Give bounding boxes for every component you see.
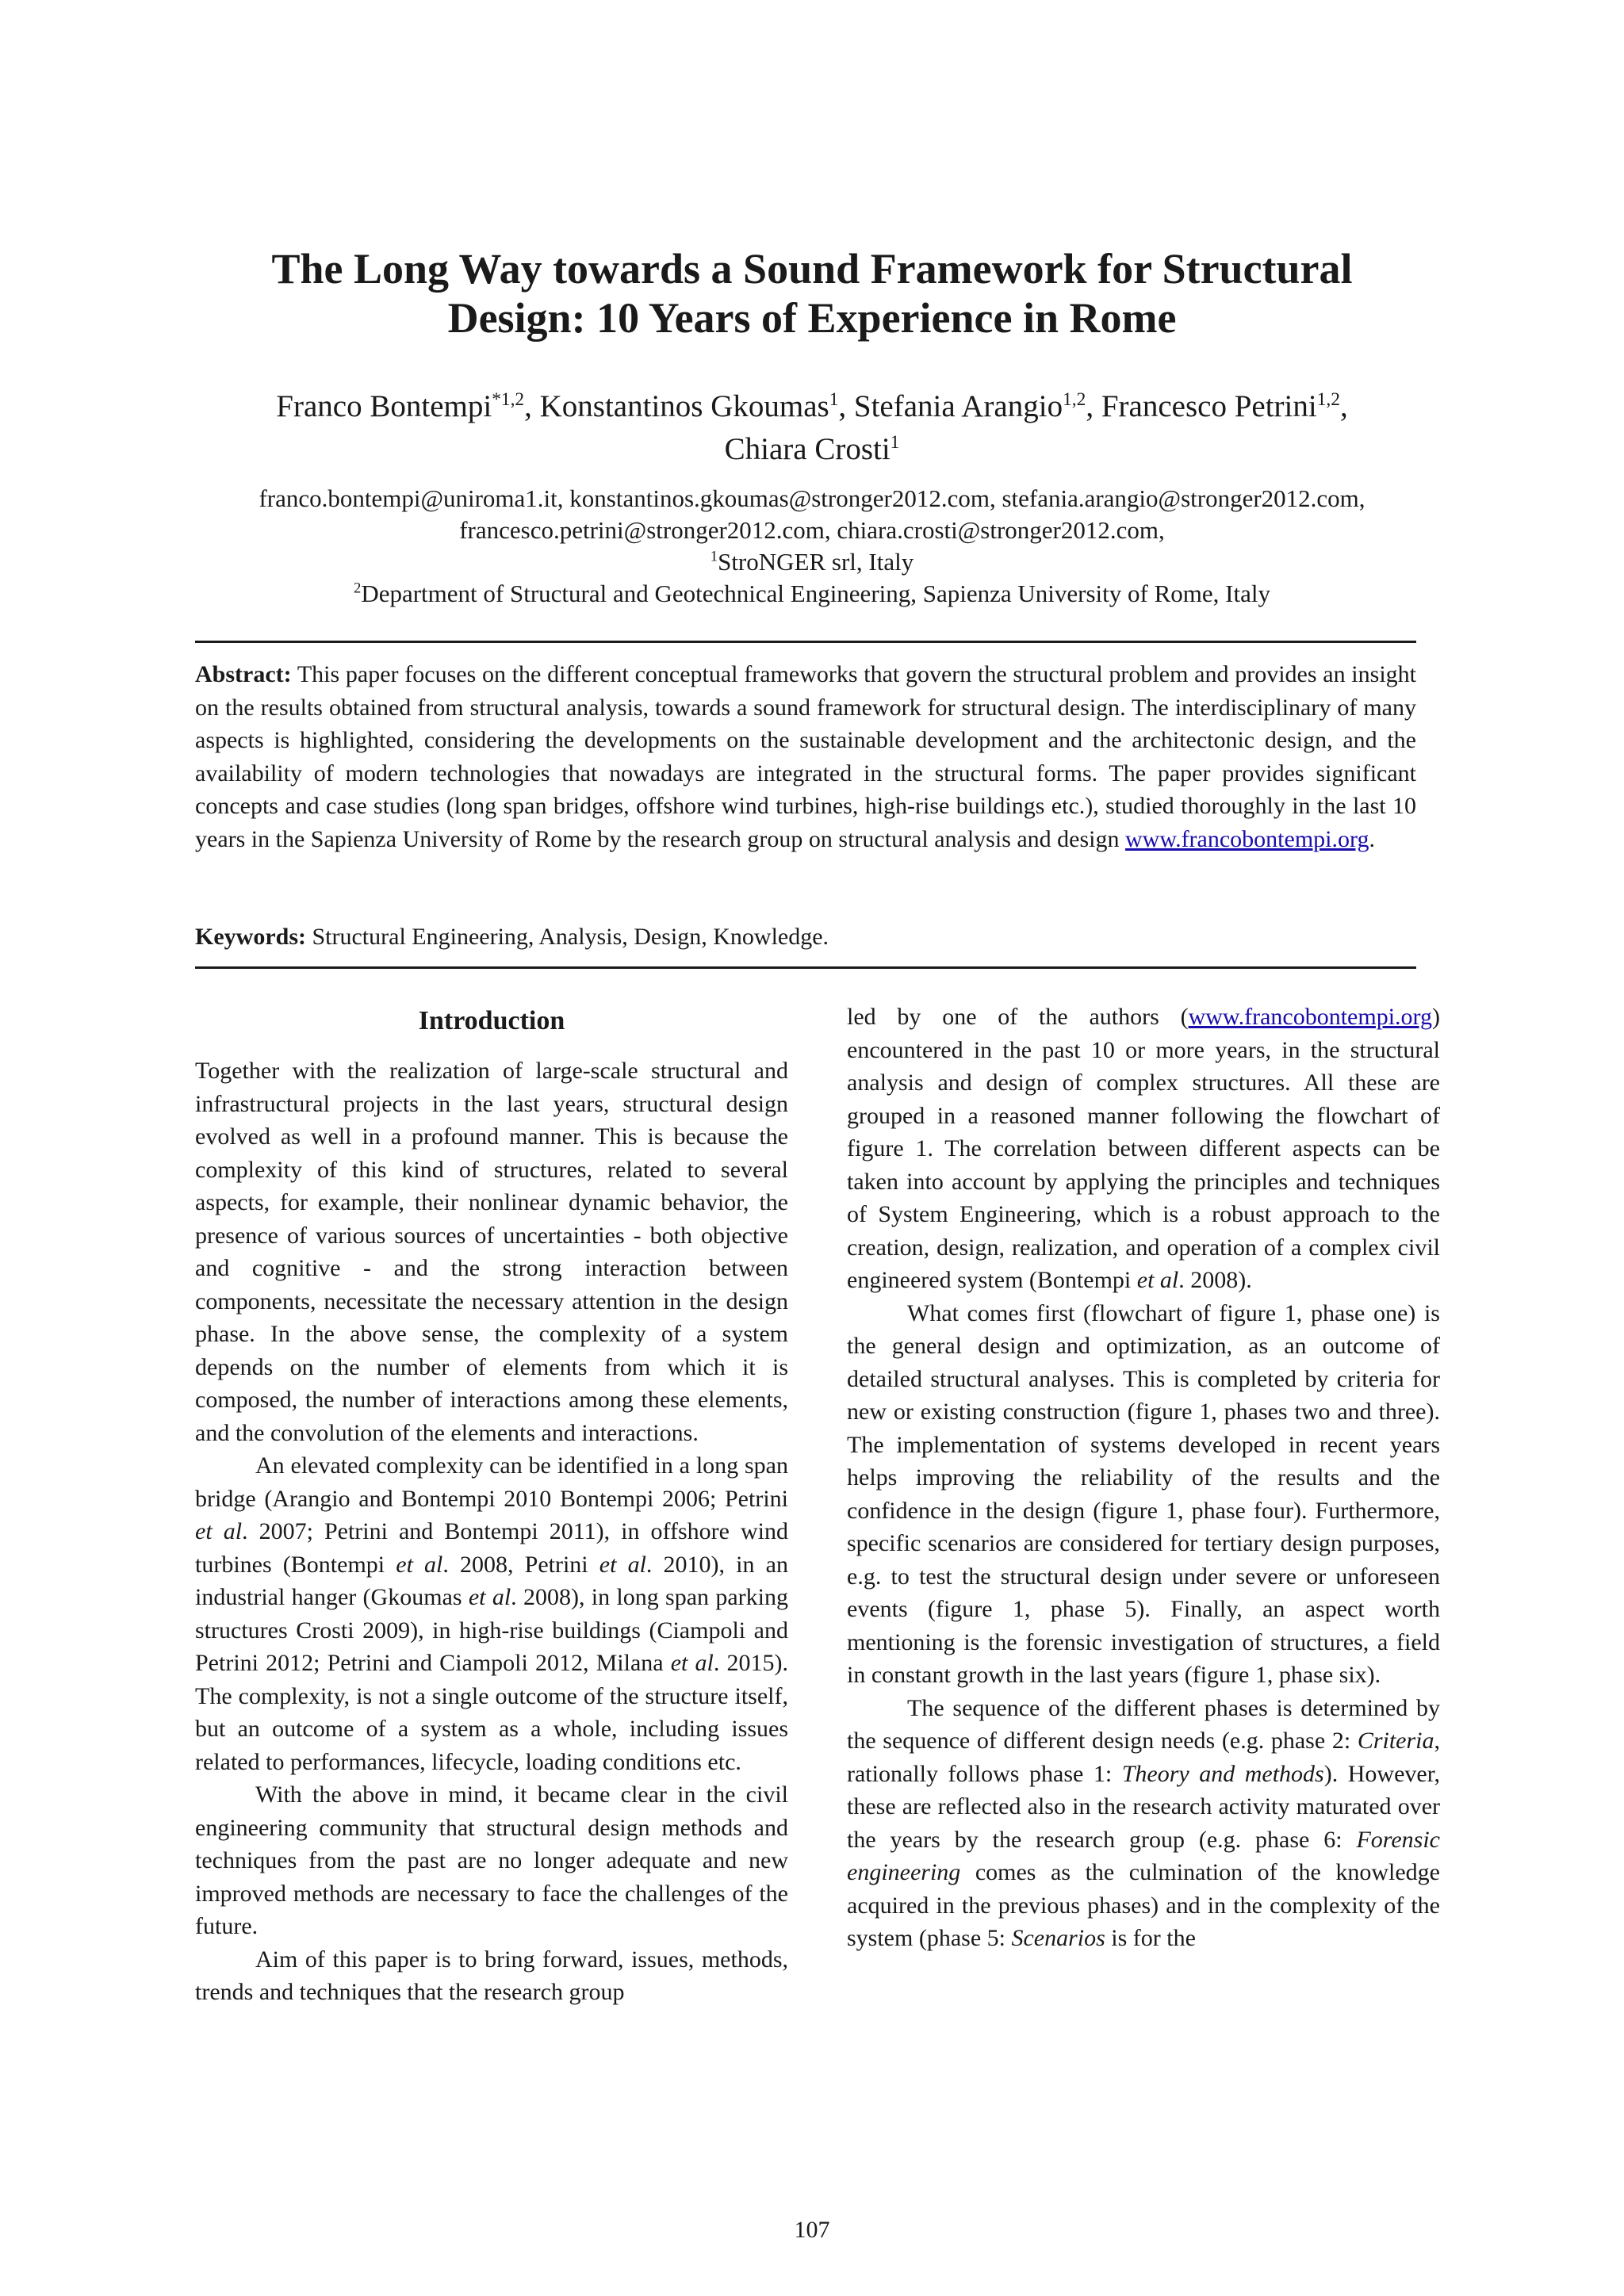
author-affiliation-mark: 1 — [890, 432, 900, 453]
keywords — [195, 920, 1416, 954]
abstract: Abstract: This paper focuses on the different conceptual frameworks that govern the structural problem and provides an insight on the results obtained from structural analysis, towards a sound framework for structural design. The interdisciplinary of many aspects is highlighted, considering the developments on the sustainable development and the architectonic design, and the availability of modern technologies that nowadays are integrated in the structural forms. The paper provides significant concepts and case studies (long span bridges, offshore wind turbines, high-rise buildings etc.), studied thoroughly in the last 10 years in the Sapienza University of Rome by the research group on structural analysis and design www.francobontempi.org. — [195, 661, 1416, 852]
keywords-label: Keywords: — [195, 924, 306, 950]
affiliations — [159, 546, 1465, 610]
bottom-divider — [195, 966, 1416, 969]
author-name: Franco Bontempi — [276, 389, 492, 423]
author-list: Franco Bontempi$^{*1,2}$, Konstantinos Gkoumas$^1$, Stefania Arangio$^{1,2}$, Francesco Petrini$^{1,2}$, Chiara Crosti$^1$ — [276, 389, 1348, 466]
page-number: 107 — [794, 2217, 830, 2243]
paragraph: An elevated complexity can be identified in a long span bridge (Arangio and Bontempi 2010 Bontempi 2006; Petrini et al. 2007; Petrini and Bontempi 2011), in offshore wind turbines (Bontempi et al. 2008, Petrini et al. 2010), in an industrial hanger (Gkoumas et al. 2008), in long span parking structures Crosti 2009), in high-rise buildings (Ciampoli and Petrini 2012; Petrini and Ciampoli 2012, Milana et al. 2015). The complexity, is not a single outcome of the structure itself, but an outcome of a system as a whole, including issues related to performances, lifecycle, loading conditions etc. — [195, 1452, 788, 1775]
affiliation-1: $^1$StroNGER srl, Italy — [710, 548, 914, 576]
author-name: Stefania Arangio — [853, 389, 1063, 423]
affiliation-2: $^2$Department of Structural and Geotechnical Engineering, Sapienza University of Rome, Italy — [354, 580, 1270, 607]
section-heading-introduction: Introduction — [418, 1006, 565, 1035]
paragraph: The sequence of the different phases is determined by the sequence of different design needs (e.g. phase 2: Criteria, rationally follows phase 1: Theory and methods). However, these are reflected also in the research activity maturated over the years by the research group (e.g. phase 6: Forensic engineering comes as the culmination of the knowledge acquired in the previous phases) and in the complexity of the system (phase 5: Scenarios is for the — [847, 1694, 1440, 1951]
author-affiliation-mark: 1,2 — [1316, 389, 1340, 410]
email-line-1: franco.bontempi@uniroma1.it, konstantinos.gkoumas@stronger2012.com, stefania.arangio@stronger2012.com, — [259, 484, 1365, 512]
keywords-text: Structural Engineering, Analysis, Design, Knowledge. — [312, 924, 829, 950]
author-affiliation-mark: 1,2 — [1063, 389, 1086, 410]
paragraph: Aim of this paper is to bring forward, issues, methods, trends and techniques that the research group — [195, 1946, 788, 2005]
paragraph: Together with the realization of large-scale structural and infrastructural projects in the last years, structural design evolved as well in a profound manner. This is because the complexity of this kind of structures, related to several aspects, for example, their nonlinear dynamic behavior, the presence of various sources of uncertainties - both objective and cognitive - and the strong interaction between components, necessitate the necessary attention in the design phase. In the above sense, the complexity of a system depends on the number of elements from which it is composed, the number of interactions among these elements, and the convolution of the elements and interactions. — [195, 1058, 788, 1446]
paragraph: With the above in mind, it became clear in the civil engineering community that structural design methods and techniques from the past are no longer adequate and new improved methods are necessary to face the challenges of the future. — [195, 1781, 788, 1939]
abstract-text: This paper focuses on the different conceptual frameworks that govern the structural problem and provides an insight on the results obtained from structural analysis, towards a sound framework for structural design. The interdisciplinary of many aspects is highlighted, considering the developments on the sustainable development and the architectonic design, and the availability of modern technologies that nowadays are integrated in the structural forms. The paper provides significant concepts and case studies (long span bridges, offshore wind turbines, high-rise buildings etc.), studied thoroughly in the last 10 years in the Sapienza University of Rome by the research group on structural analysis and design — [195, 661, 1416, 852]
email-line-2: francesco.petrini@stronger2012.com, chiara.crosti@stronger2012.com, — [459, 516, 1165, 544]
abstract-label: Abstract: — [195, 661, 292, 687]
right-column — [847, 1001, 1440, 1955]
author-emails — [159, 483, 1465, 546]
author-affiliation-mark: *1,2 — [492, 389, 525, 410]
author-name: Francesco Petrini — [1101, 389, 1317, 423]
author-name: Konstantinos Gkoumas — [539, 389, 829, 423]
top-divider — [195, 641, 1416, 643]
paragraph: led by one of the authors (www.francobontempi.org) encountered in the past 10 or more years, in the structural analysis and design of complex structures. All these are grouped in a reasoned manner following the flowchart of figure 1. The correlation between different aspects can be taken into account by applying the principles and techniques of System Engineering, which is a robust approach to the creation, design, realization, and operation of a complex civil engineered system (Bontempi et al. 2008). — [847, 1004, 1440, 1293]
paper-title — [198, 244, 1426, 342]
author-name: Chiara Crosti — [724, 432, 891, 466]
abstract-website-link[interactable]: www.francobontempi.org — [1125, 825, 1369, 852]
author-affiliation-mark: 1 — [829, 389, 839, 410]
title-line-1: The Long Way towards a Sound Framework for Structural — [271, 245, 1353, 293]
title-line-2: Design: 10 Years of Experience in Rome — [447, 294, 1177, 342]
website-link[interactable]: www.francobontempi.org — [1188, 1004, 1432, 1030]
left-column — [195, 997, 788, 2009]
paragraph: What comes first (flowchart of figure 1, phase one) is the general design and optimization, as an outcome of detailed structural analyses. This is completed by criteria for new or existing construction (figure 1, phases two and three). The implementation of systems developed in recent years helps improving the reliability of the results and the confidence in the design (figure 1, phase four). Furthermore, specific scenarios are considered for tertiary design purposes, e.g. to test the structural design under severe or unforeseen events (figure 1, phase 5). Finally, an aspect worth mentioning is the forensic investigation of structures, a field in constant growth in the last years (figure 1, phase six). — [847, 1299, 1440, 1688]
